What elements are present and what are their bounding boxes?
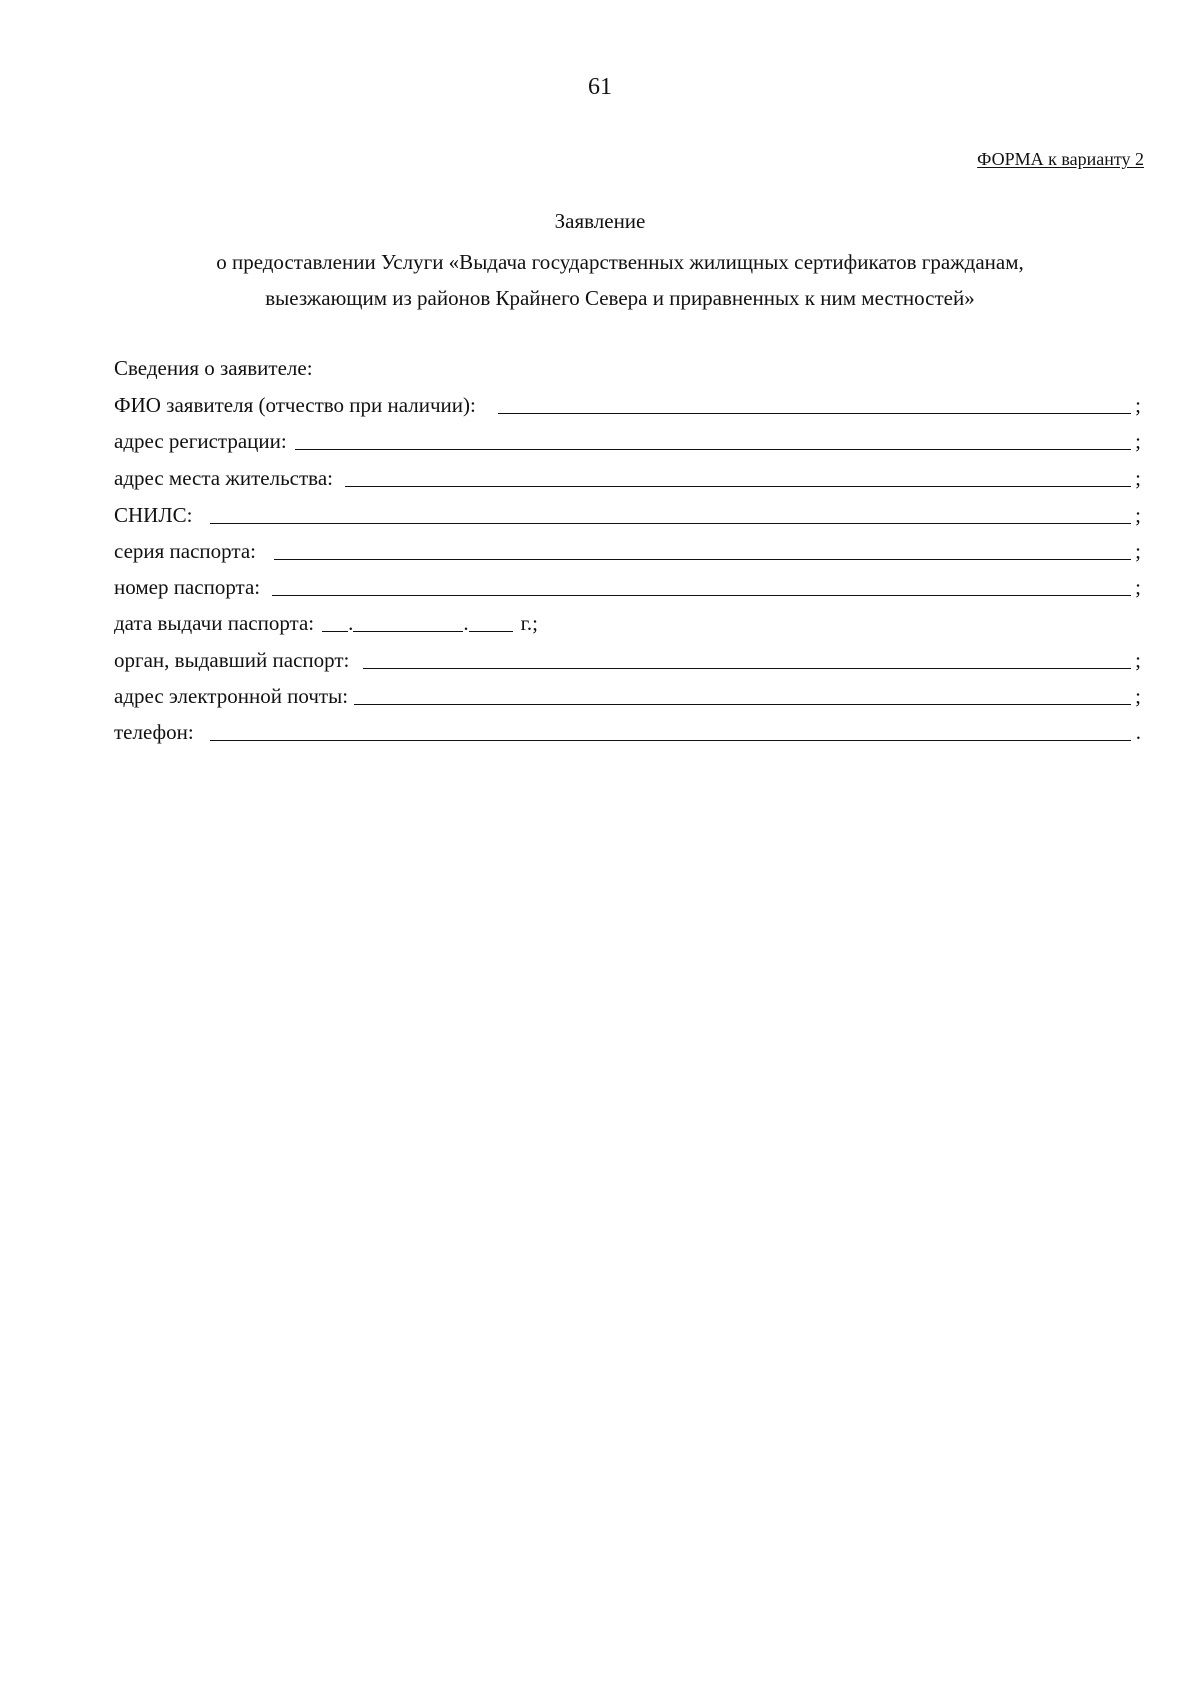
page-number: 61 <box>588 74 612 100</box>
field-label-email: адрес электронной почты: <box>114 684 349 708</box>
field-row-passport-issue-date <box>114 606 538 636</box>
registration-address-input-line[interactable] <box>295 427 1131 450</box>
section-heading: Сведения о заявителе: <box>114 356 313 380</box>
field-row-issuing-authority <box>114 643 1141 673</box>
field-row-fio <box>114 388 1141 418</box>
field-row-residence-address <box>114 461 1141 491</box>
date-separator-1: . <box>348 611 354 635</box>
fio-input-line[interactable] <box>498 391 1131 414</box>
field-row-phone <box>114 715 1141 745</box>
issue-month-input-line[interactable] <box>353 609 463 632</box>
field-label-fio: ФИО заявителя (отчество при наличии): <box>114 393 476 417</box>
passport-number-input-line[interactable] <box>272 573 1131 596</box>
subtitle-line-1: о предоставлении Услуги «Выдача государственных жилищных сертификатов гражданам, <box>216 250 1024 274</box>
field-label-residence-address: адрес места жительства: <box>114 466 333 490</box>
field-label-phone: телефон: <box>114 720 194 744</box>
field-label-issuing-authority: орган, выдавший паспорт: <box>114 648 350 672</box>
issue-year-input-line[interactable] <box>469 609 513 632</box>
date-separator-2: . <box>463 611 469 635</box>
field-row-passport-number <box>114 570 1141 600</box>
field-label-passport-series: серия паспорта: <box>114 539 256 563</box>
field-end-passport-series: ; <box>1135 539 1141 563</box>
snils-input-line[interactable] <box>210 501 1131 524</box>
residence-address-input-line[interactable] <box>345 464 1131 487</box>
phone-input-line[interactable] <box>210 718 1131 741</box>
field-end-passport-number: ; <box>1135 575 1141 599</box>
field-end-issuing-authority: ; <box>1135 648 1141 672</box>
form-reference: ФОРМА к варианту 2 <box>977 149 1144 169</box>
document-title: Заявление <box>554 209 646 233</box>
issue-day-input-line[interactable] <box>322 609 348 632</box>
subtitle-line-2: выезжающим из районов Крайнего Севера и приравненных к ним местностей» <box>265 286 975 310</box>
field-row-passport-series <box>114 534 1141 564</box>
field-label-snils: СНИЛС: <box>114 503 193 527</box>
field-label-passport-number: номер паспорта: <box>114 575 261 599</box>
field-end-residence-address: ; <box>1135 466 1141 490</box>
field-row-email <box>114 679 1141 709</box>
issuing-authority-input-line[interactable] <box>363 646 1131 669</box>
field-row-registration-address <box>114 424 1141 454</box>
field-end-fio: ; <box>1135 393 1141 417</box>
date-suffix: г.; <box>520 611 538 635</box>
passport-series-input-line[interactable] <box>274 537 1131 560</box>
field-end-phone: . <box>1135 720 1141 744</box>
document-subtitle <box>120 244 1120 316</box>
field-row-snils <box>114 498 1141 528</box>
field-end-email: ; <box>1135 684 1141 708</box>
field-label-passport-issue-date: дата выдачи паспорта: <box>114 611 315 635</box>
field-end-registration-address: ; <box>1135 429 1141 453</box>
field-label-registration-address: адрес регистрации: <box>114 429 287 453</box>
email-input-line[interactable] <box>354 682 1131 705</box>
field-end-snils: ; <box>1135 503 1141 527</box>
